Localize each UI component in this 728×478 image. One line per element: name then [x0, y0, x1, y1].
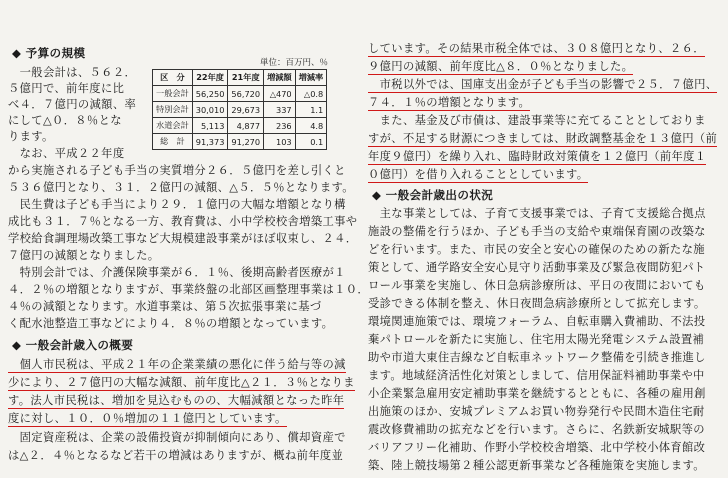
text-line: 一般会計は、５６２．	[8, 66, 137, 79]
text-line	[368, 78, 717, 92]
text-line: から実施される子ども手当の実質増分２６．５億円を差し引くと	[8, 164, 346, 177]
budget-table	[152, 69, 327, 150]
table-cell: 56,250	[192, 86, 228, 102]
table-cell: 5,113	[192, 118, 228, 134]
text-line: べ４．７億円の減額、率	[8, 98, 137, 111]
text-line: 助や市道大東住吉線など自転車ネットワーク整備を引続き推進し	[368, 351, 706, 364]
text-line: なお、平成２２年度	[8, 147, 125, 160]
unit-label: 単位：百万円、％	[260, 58, 329, 68]
table-cell: 水道会計	[153, 118, 193, 134]
highlighted-text: ９億円の減額、前年度比△８．０％となりました。	[368, 60, 634, 73]
table-cell: △0.8	[295, 86, 327, 102]
text-line: 施設の整備を行うほか、子ども手当の支給や東端保育園の改築な	[368, 225, 706, 238]
table-header-cell: 増減率	[295, 70, 327, 86]
text-line: 棄パトロールを新たに実施し、住宅用太陽光発電システム設置補	[368, 333, 705, 346]
text-line: 受診できる体制を整え、休日夜間急病診療所として拡充します。	[368, 297, 706, 310]
expenditure-heading: ◆ 一般会計歳出の状況	[372, 188, 494, 202]
table-cell: 一般会計	[153, 86, 193, 102]
text-line: にして△０．８％とな	[8, 114, 122, 127]
table-row	[153, 86, 327, 102]
text-line	[8, 376, 355, 390]
highlighted-text: す。法人市民税は、増加を見込むものの、大幅減額となった昨年	[8, 394, 345, 407]
text-line: また、基金及び市債は、建設事業等に充てることとしておりま	[368, 114, 706, 127]
highlighted-text: しています。その結果市税全体では、３０８億円となり、２６．	[368, 42, 705, 55]
text-line: 出施策のほか、安城プレミアムお買い物券発行や民間木造住宅耐	[368, 405, 705, 418]
text-line: く配水池整造工事などにより４．８％の増額となっています。	[8, 317, 334, 330]
table-row	[153, 118, 327, 134]
text-line: 震改修費補助の拡充などを行います。さらに、名鉄新安城駅等の	[368, 423, 705, 436]
table-cell: 30,010	[192, 102, 228, 118]
table-cell: 4.8	[295, 118, 327, 134]
text-line	[8, 412, 287, 426]
text-line: ４％の減額となります。水道事業は、第５次拡張事業に基づ	[8, 300, 322, 313]
text-line: ります。	[8, 130, 54, 143]
text-line: ５億円で、前年度に比	[8, 82, 125, 95]
text-line	[368, 168, 588, 182]
budget-heading: ◆ 予算の規模	[12, 46, 86, 60]
table-header-cell: 区 分	[153, 70, 193, 86]
table-cell: △470	[264, 86, 296, 102]
text-line: ４．２％の増額となりますが、事業終盤の北部区画整理事業は１０．	[8, 283, 370, 296]
table-header-row	[153, 70, 327, 86]
text-line	[368, 42, 705, 56]
text-line: 築、陸上競技場第２種公認更新事業など各種施策を実施します。	[368, 459, 705, 472]
table-cell: 337	[264, 102, 296, 118]
text-line: ロール事業を実施し、休日急病診療所は、平日の夜間においても	[368, 279, 706, 292]
table-header-cell: 増減額	[264, 70, 296, 86]
highlighted-text: 少により、２７億円の大幅な減額、前年度比△２１．３％となりま	[8, 376, 355, 389]
text-line	[368, 96, 530, 110]
highlighted-text: 個人市民税は、平成２１年の企業業績の悪化に伴う給与等の減	[8, 358, 346, 371]
table-row	[153, 134, 327, 150]
text-line: 固定資産税は、企業の設備投資が抑制傾向にあり、償却資産で	[8, 431, 346, 444]
table-header-cell: 22年度	[192, 70, 228, 86]
text-line: 学校給食調理場改築工事など大規模建設事業がほぼ収束し、２４．	[8, 232, 358, 245]
table-row	[153, 102, 327, 118]
text-line: ます。地域経済活性化対策としまして、信用保証料補助事業や中	[368, 369, 705, 382]
text-line: 民生費は子ども手当により２９．１億円の大幅な増額となり構	[8, 198, 346, 211]
table-cell: 1.1	[295, 102, 327, 118]
table-header-cell: 21年度	[228, 70, 264, 86]
text-line: ７億円の減額となりました。	[8, 249, 160, 262]
text-line: 主な事業としては、子育て支援事業では、子育て支援総合拠点	[368, 207, 706, 220]
highlighted-text: 度に対し、１０．０％増加の１１億円としています。	[8, 412, 287, 425]
text-line: 策として、通学路安全安心見守り活動事業及び緊急夜間防犯パト	[368, 261, 706, 274]
text-line	[368, 150, 706, 164]
table-cell: 236	[264, 118, 296, 134]
text-line	[8, 358, 346, 372]
text-line	[368, 60, 633, 74]
revenue-heading: ◆ 一般会計歳入の概要	[12, 338, 134, 352]
table-cell: 特別会計	[153, 102, 193, 118]
table-cell: 91,270	[228, 134, 264, 150]
highlighted-text: すが、不足する財源につきましては、財政調整基金を１３億円（前	[368, 132, 718, 145]
text-line: 特別会計では、介護保険事業が６．１％、後期高齢者医療が１	[8, 266, 346, 279]
highlighted-text: 年度９億円）を繰り入れ、臨時財政対策債を１２億円（前年度１	[368, 150, 707, 163]
text-line: バリアフリー化補助、作野小学校校舎増築、北中学校小体育館改	[368, 441, 706, 454]
text-line	[8, 394, 344, 408]
table-cell: 総 計	[153, 134, 193, 150]
text-line: 成比も３１．７％となる一方、教育費は、小中学校校舎増築工事や	[8, 215, 358, 228]
highlighted-text: ７４．１％の増額となります。	[368, 96, 531, 109]
table-cell: 4,877	[228, 118, 264, 134]
text-line	[368, 132, 717, 146]
text-line: ５３６億円となり、３１．２億円の減額、△５．５％となります。	[8, 181, 354, 194]
table-cell: 103	[264, 134, 296, 150]
table-cell: 91,373	[192, 134, 228, 150]
table-cell: 29,673	[228, 102, 264, 118]
text-line: は△２．４％となるなど若干の増減はありますが、概ね前年度並	[8, 449, 344, 462]
highlighted-text: 市税以外では、国庫支出金が子ども手当の影響で２５．７億円、	[368, 78, 718, 91]
highlighted-text: ０億円）を借り入れることとしています。	[368, 168, 589, 181]
table-cell: 0.1	[295, 134, 327, 150]
text-line: 小企業緊急雇用安定補助事業を継続するとともに、各種の雇用創	[368, 387, 706, 400]
text-line: 環境関連施策では、環境フォーラム、自転車購入費補助、不法投	[368, 315, 706, 328]
text-line: どを行います。また、市民の安全と安心の確保のための新たな施	[368, 243, 705, 256]
table-cell: 56,720	[228, 86, 264, 102]
